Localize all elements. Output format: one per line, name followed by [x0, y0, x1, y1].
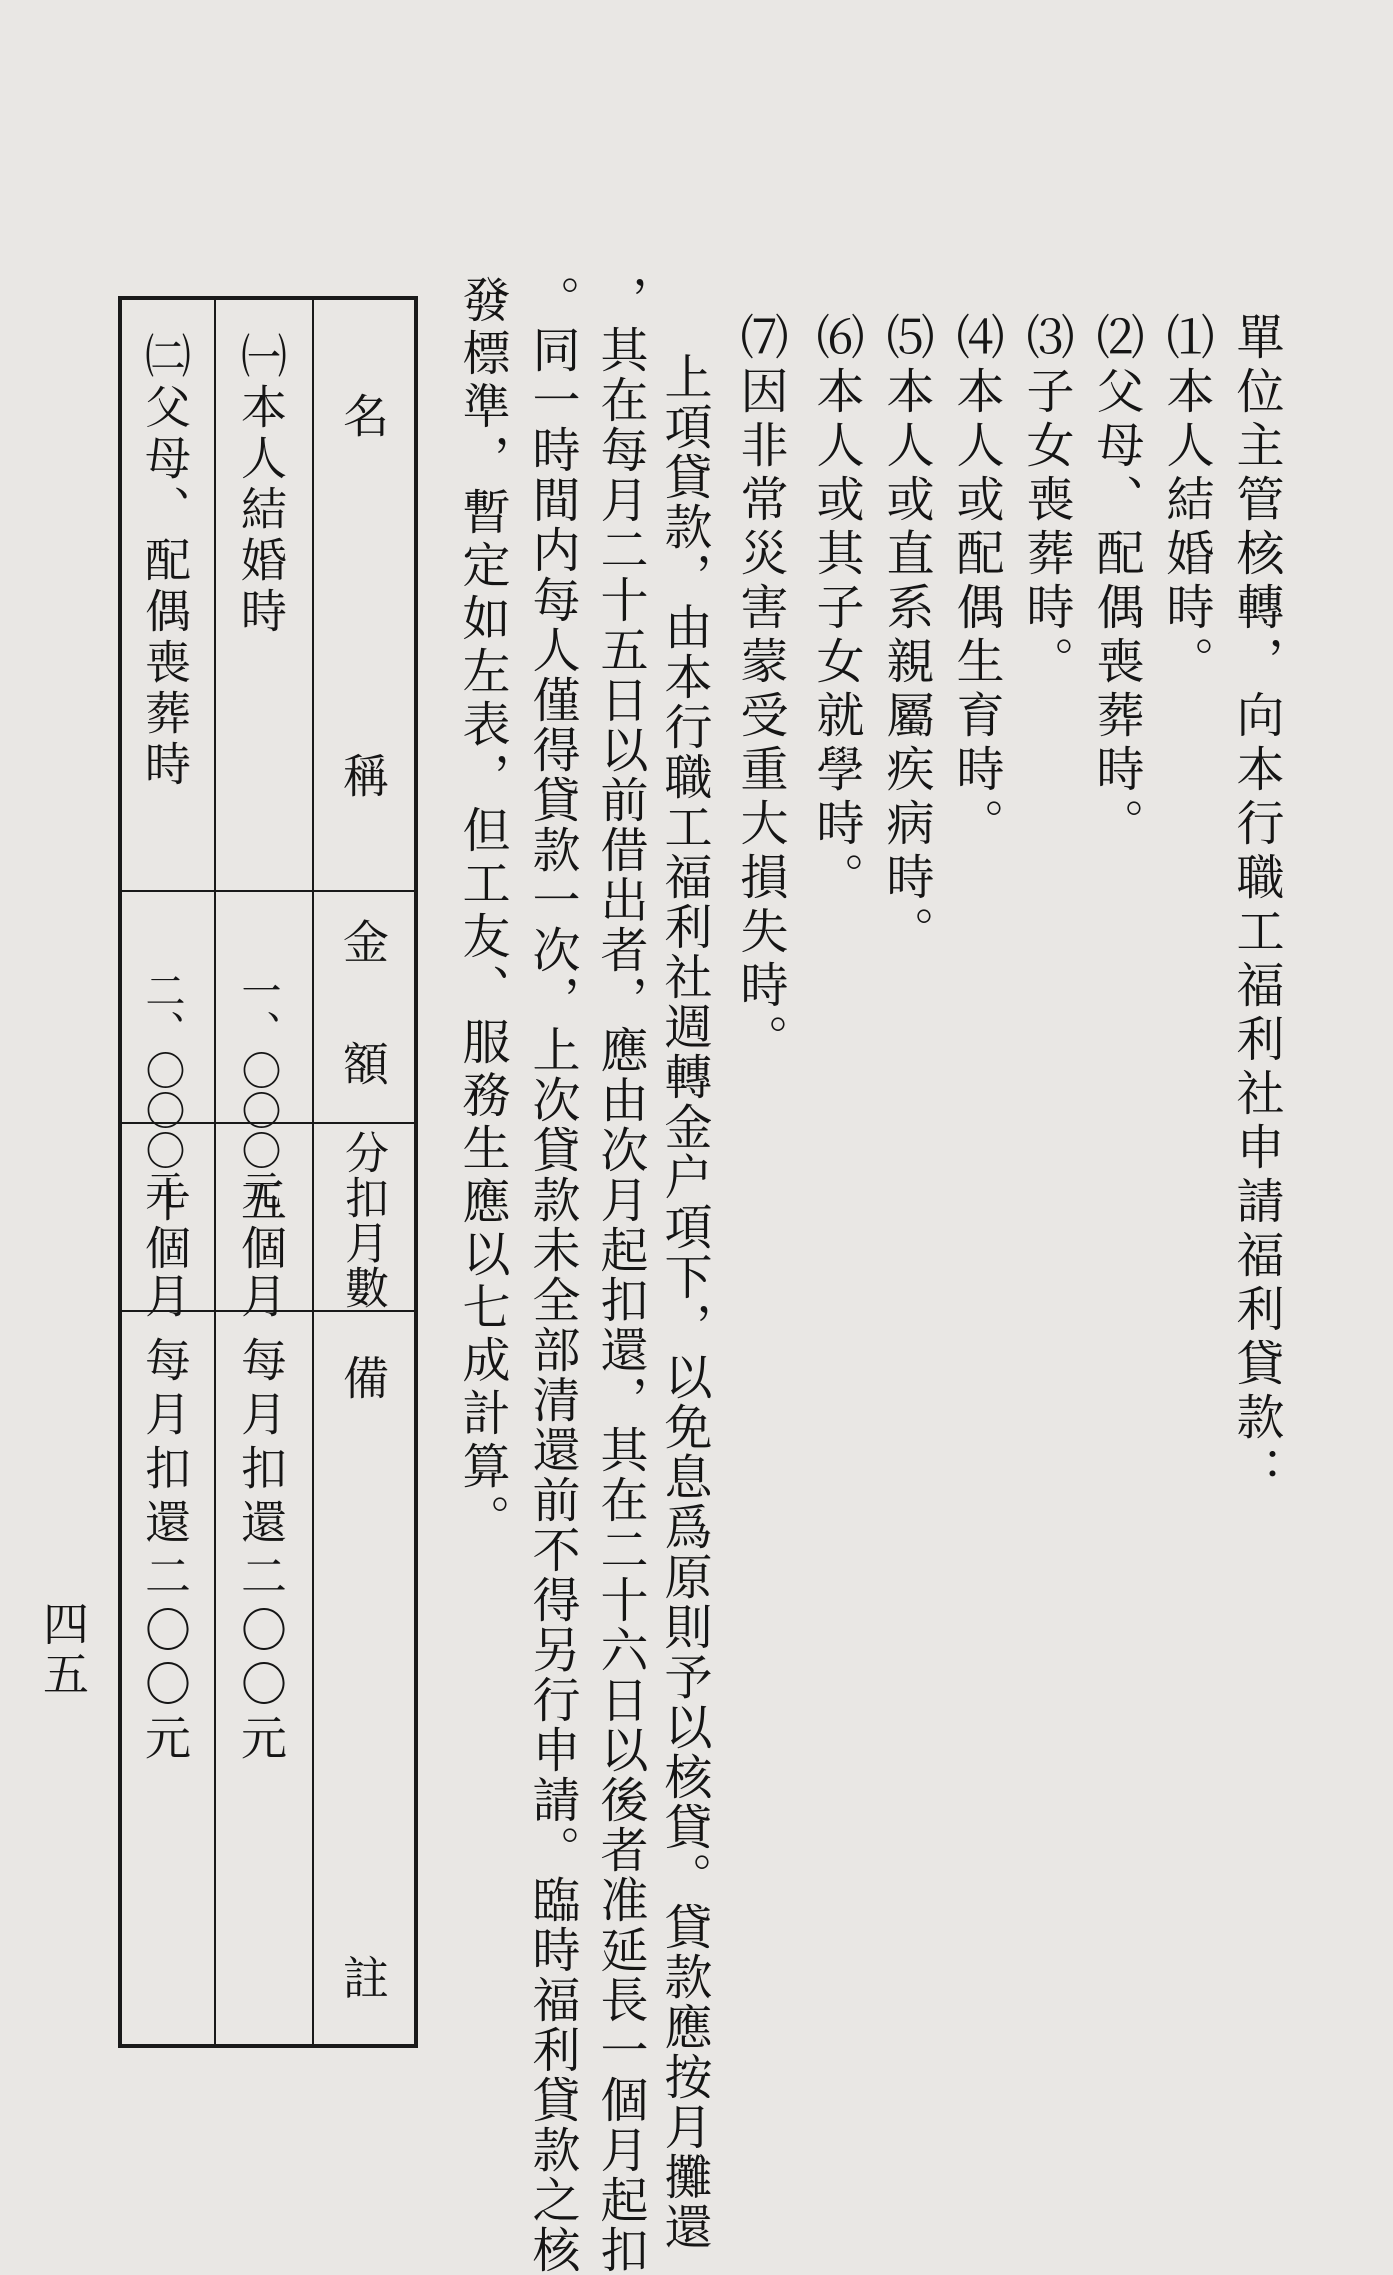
row-2-months: 十個月 — [138, 1176, 192, 1320]
row-2-amount: 二、〇〇〇元 — [139, 970, 185, 1210]
header-name-1: 名 — [336, 392, 390, 438]
page-number: 四五 — [36, 1600, 90, 1700]
text-column-item-4: ⑷本人或配偶生育時。 — [948, 312, 1004, 852]
row-1-name: ㈠本人結婚時 — [234, 332, 288, 638]
table-hline-1 — [120, 890, 416, 892]
header-months: 分扣月數 — [337, 1130, 388, 1310]
row-1-remarks: 每月扣還二〇〇元 — [234, 1336, 288, 1768]
text-column-para-1: 上項貸款，由本行職工福利社週轉金户項下，以免息爲原則予以核貸。貸款應按月攤還 — [656, 352, 712, 2252]
text-column-item-5: ⑸本人或直系親屬疾病時。 — [878, 312, 934, 960]
row-1-amount: 一、〇〇〇元 — [235, 970, 281, 1210]
text-column-item-7: ⑺因非常災害蒙受重大損失時。 — [732, 312, 788, 1068]
text-column-para-2: ，其在每月二十五日以前借出者，應由次月起扣還，其在二十六日以後者准延長一個月起扣 — [592, 275, 648, 2275]
text-column-para-4: 發標準，暫定如左表，但工友、服務生應以七成計算。 — [454, 275, 510, 1547]
row-1-months: 五個月 — [234, 1176, 288, 1320]
text-column-item-3: ⑶子女喪葬時。 — [1018, 312, 1074, 690]
text-column-item-6: ⑹本人或其子女就學時。 — [808, 312, 864, 906]
table-divider-1 — [312, 298, 314, 2046]
header-amount-2: 額 — [336, 1040, 390, 1086]
text-column-item-2: ⑵父母、配偶喪葬時。 — [1088, 312, 1144, 852]
row-2-name: ㈡父母、配偶喪葬時 — [138, 332, 192, 791]
text-column-intro: 單位主管核轉，向本行職工福利社申請福利貸款： — [1228, 312, 1284, 1500]
row-2-remarks: 每月扣還二〇〇元 — [138, 1336, 192, 1768]
table-divider-2 — [214, 298, 216, 2046]
header-name-2: 稱 — [336, 752, 390, 798]
header-remarks-1: 備 — [336, 1354, 390, 1400]
text-column-para-3: 。同一時間内每人僅得貸款一次，上次貸款未全部清還前不得另行申請。臨時福利貸款之核 — [524, 275, 580, 2275]
header-amount-1: 金 — [336, 918, 390, 964]
header-remarks-2: 註 — [336, 1954, 390, 2000]
text-column-item-1: ⑴本人結婚時。 — [1158, 312, 1214, 690]
